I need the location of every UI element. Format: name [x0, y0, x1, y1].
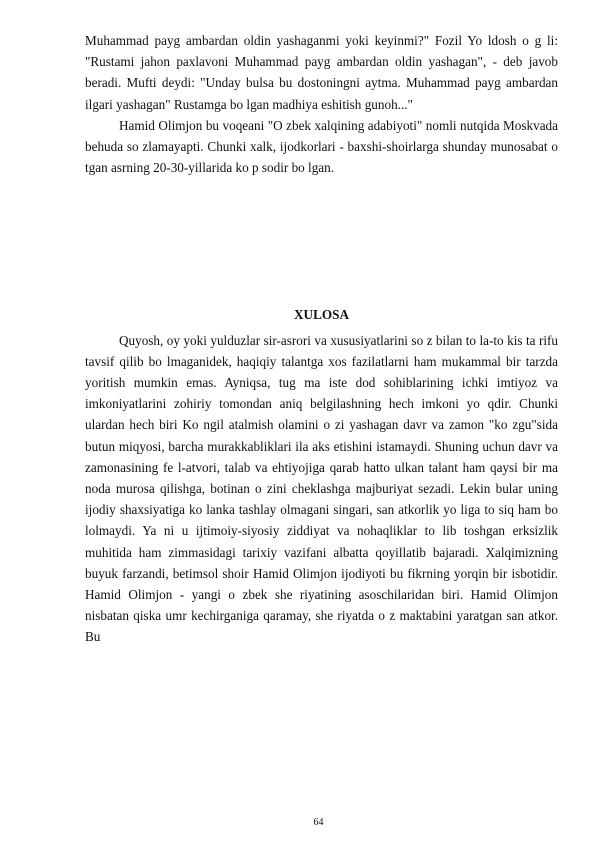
blank-space [85, 178, 558, 304]
document-page [85, 30, 558, 648]
page-number: 64 [313, 817, 324, 828]
paragraph-muhammad-question: Muhammad payg ambardan oldin yashaganmi yoki keyinmi?" Fozil Yo ldosh o g li: "Rustami jahon paxlavoni Muhammad payg ambardan oldin yashagan", - deb javob beradi. Mufti deydi: "Unday bulsa bu dostoningni aytma. Muhammad payg ambardan ilgari yashagan" Rustamga bo lgan madhiya eshitish gunoh..." [85, 33, 558, 112]
paragraph-conclusion: Quyosh, oy yoki yulduzlar sir-asrori va xususiyatlarini so z bilan to la-to kis ta rifu tavsif qilib bo lmaganidek, haqiqiy talantga xos fazilatlarni ham mukammal bir tarzda yoritish mumkin emas. Ayniqsa, tug ma iste dod sohiblarining ichki imtiyoz va imkoniyatlarini zohiriy tomondan aniq belgilashning hech imkoni yo qdir. Chunki ulardan hech biri Ko ngil atalmish olamini o zi yashagan davr va zamon "ko zgu"sida butun miqyosi, barcha murakkabliklari ila aks etishini istamaydi. Shuning uchun davr va zamonasining fe l-atvori, talab va ehtiyojiga qarab hatto ulkan talant ham qaysi bir ma noda murosa qilishga, botinan o zini cheklashga majburiyat sezadi. Lekin bular uning ijodiy shaxsiyatiga ko lanka tashlay olmagani singari, san atkorlik yo liga to siq ham bo lolmaydi. Ya ni u ijtimoiy-siyosiy ziddiyat va nohaqliklar to lib toshgan erksizlik muhitida ham zimmasidagi tarixiy vazifani albatta qoyillatib bajaradi. Xalqimizning buyuk farzandi, betimsol shoir Hamid Olimjon ijodiyoti bu fikrning yorqin bir isbotidir. Hamid Olimjon - yangi o zbek she riyatining asoschilaridan biri. Hamid Olimjon nisbatan qiska umr kechirganiga qaramay, she riyatda o z maktabini yaratgan san atkor. Bu [85, 332, 558, 645]
paragraph-hamid-olimjon-speech: Hamid Olimjon bu voqeani "O zbek xalqining adabiyoti" nomli nutqida Moskvada behuda so zlamayapti. Chunki xalk, ijodkorlari - baxshi-shoirlarga shunday munosabat o tgan asrning 20-30-yillarida ko p sodir bo lgan. [85, 117, 558, 176]
section-heading-xulosa: XULOSA [294, 307, 349, 323]
